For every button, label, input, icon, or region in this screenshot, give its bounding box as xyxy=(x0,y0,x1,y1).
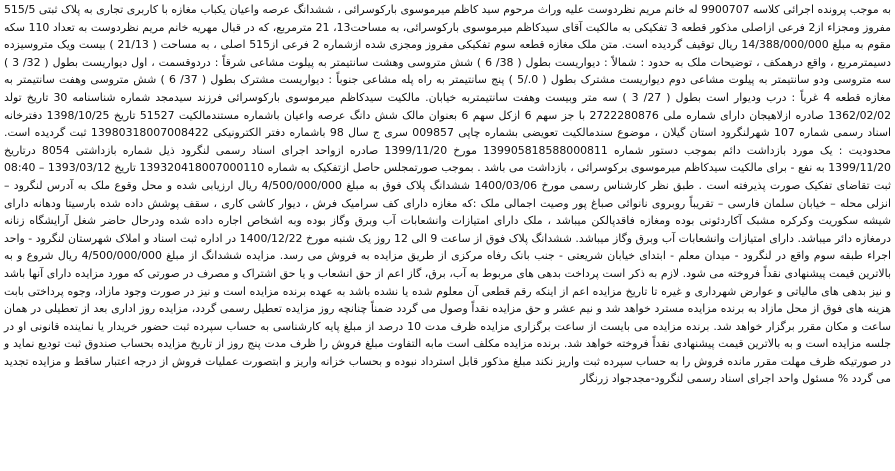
notice-body-text: به موجب پرونده اجرائی کلاسه 9900707 له خانم مریم نظردوست علیه وراث مرحوم سید کاظم میرموسوی بارکوسرائی ، ششدانگ عرصه واعیان یکباب مغازه با کاربری تجاری به پلاک ثبتی 515/5 مفروز ومجزاء از2 فرعی ازاصلی مذکور قطعه 3 تفکیکی به مالکیت آقای سیدکاظم میرموسوی بارکوسرائی، به مساحت13، 21 مترمربع، که در قبال مهریه خانم مریم نظردوست به تعداد 110 سکه مقوم به مبلغ 14/388/000/000 ریال توقیف گردیده است. متن ملک مغازه قطعه سوم تفکیکی مفروز ومجزی شده ازشماره 2 فرعی از515 اصلی ، به مساحت ( 21/13 ) بیست ویک متروسیزده دسیمترمربع ، واقع درهمکف ، توضیحات ملک به حدود : شمالاً : دیواریست بطول ( 38/ 6 ) شش متروسی وهشت سانتیمتر به پیلوت مشاعی شرقاً : دردوقسمت ، اول دیواریست بطول ( 32/ 3 ) سه متروسی ودو سانتیمتر به پیلوت مشاعی دوم دیواریست مشترک بطول ( 0./5 ) پنج سانتیمتر به راه پله مشاعی جنوباً : دیواریست مشترک بطول ( 37/ 6 ) شش متروسی وهفت سانتیمتر به مغازه قطعه 4 غرباً : درب ودیوار است بطول ( 27/ 3 ) سه متر وبیست وهفت سانتیمتربه خیابان. مالکیت سیدکاظم میرموسوی بارکوسرائی فرزند سیدمجد شماره شناسنامه 30 تاریخ تولد 1362/02/02 صادره ازلاهیجان دارای شماره ملی 2722280876 با جز سهم 6 ازکل سهم 6 بعنوان مالک شش دانگ عرصه واعیان باشماره مستندمالکیت 51527 تاریخ 1398/10/25 دفترخانه اسناد رسمی شماره 107 شهرلنگرود استان گیلان ، موضوع سندمالکیت تعویضی بشماره چاپی 009857 سری ج سال 98 باشماره دفتر الکترونیکی 139803180070084​22 ثبت گردیده است. محدودیت : یک مورد بازداشت دائم بموجب دستور شماره 139905818588000811 مورخ 1399/11/20 صادره ازواحد اجرای اسناد رسمی لنگرود ذیل شماره بازداشتی 8054 درتاریخ 1399/11/20 به نفع - برای مالکیت سیدکاظم میرموسوی برکوسرائی ، بازداشت می باشد . بموجب صورتمجلس حاصل ازتفکیک به شماره 139320418007000110 تاریخ 1393/03/12 – 08:40 ثبت تقاضای تفکیک صورت پذیرفته است . طبق نظر کارشناس رسمی مورخ 1400/03/06 ششدانگ پلاک فوق به مبلغ 4/500/000/000 ریال ارزیابی شده و محل وقوع ملک به آدرس لنگرود – انزلی محله – خیابان سلمان فارسی – تقریباً روبروی نانوائی صباغ پور وصیت اجمالی ملک :که مغازه دارای کف سرامیک فرش ، دیوار کاشی کاری ، سقف پوشش داده شده بارسیتا ودهانه دارای شیشه سکوریت وکرکره مشبک آکاردئونی بوده ومغازه فاقدپالکن میباشد ، ملک دارای امتیازات وانشعابات آب وبرق وگاز بوده وبه اشخاص اجاره داده شده ودرحال حاضر شغل آرایشگاه زنانه درمغازه دائر میباشد. دارای امتیازات وانشعابات آب وبرق وگاز میباشد. ششدانگ پلاک فوق از ساعت 9 الی 12 روز یک شنبه مورخ 1400/12/22 در اداره ثبت اسناد و املاک شهرستان لنگرود - واحد اجراء طبقه سوم واقع در لنگرود - میدان معلم - ابتدای خیابان شریعتی - جنب بانک رفاه مرکزی از طریق مزایده به فروش می رسد. مزایده ششدانگ از مبلغ 4/500/000/000 ریال شروع و به بالاترین قیمت پیشنهادی نقداً فروخته می شود. لازم به ذکر است پرداخت بدهی های مربوط به آب، برق، گاز اعم از حق انشعاب و یا حق اشتراک و مصرف در صورتی که مورد مزایده دارای آنها باشد و نیز بدهی های مالیاتی و عوارض شهرداری و غیره تا تاریخ مزایده اعم از اینکه رقم قطعی آن معلوم شده یا نشده باشد به عهده برنده مزایده است و نیز در صورت وجود مازاد، وجوه پرداختی بابت هزینه های فوق از محل مازاد به برنده مزایده مسترد خواهد شد و نیم عشر و حق مزایده نقداً وصول می گردد ضمناً چنانچه روز مزایده تعطیل رسمی گردد، مزایده روز اداری بعد از تعطیلی در همان ساعت و مکان مقرر برگزار خواهد شد. برنده مزایده می بایست از ساعت برگزاری مزایده ظرف مدت 10 درصد از مبلغ پایه کارشناسی به حساب سپرده ثبت حضور خریدار یا نماینده قانونی او در جلسه مزایده است و به بالاترین قیمت پیشنهادی نقداً فروخته خواهد شد. برنده مزایده مکلف است مابه التفاوت مبلغ فروش را ظرف مدت پنج روز از تاریخ مزایده بحساب صندوق ثبت توديع نمايد و در صورتیکه ظرف مهلت مقرر مانده فروش را به حساب سپرده ثبت واریز نکند مبلغ مذکور قابل استرداد نبوده و بحساب خزانه واریز و ابتصورت عملیات فروش از درجه اعتبار ساقط و مزایده تجدید می گردد % مسئول واحد اجرای اسناد رسمی لنگرود-مجدجواد زرنگار xyxy=(4,3,892,386)
